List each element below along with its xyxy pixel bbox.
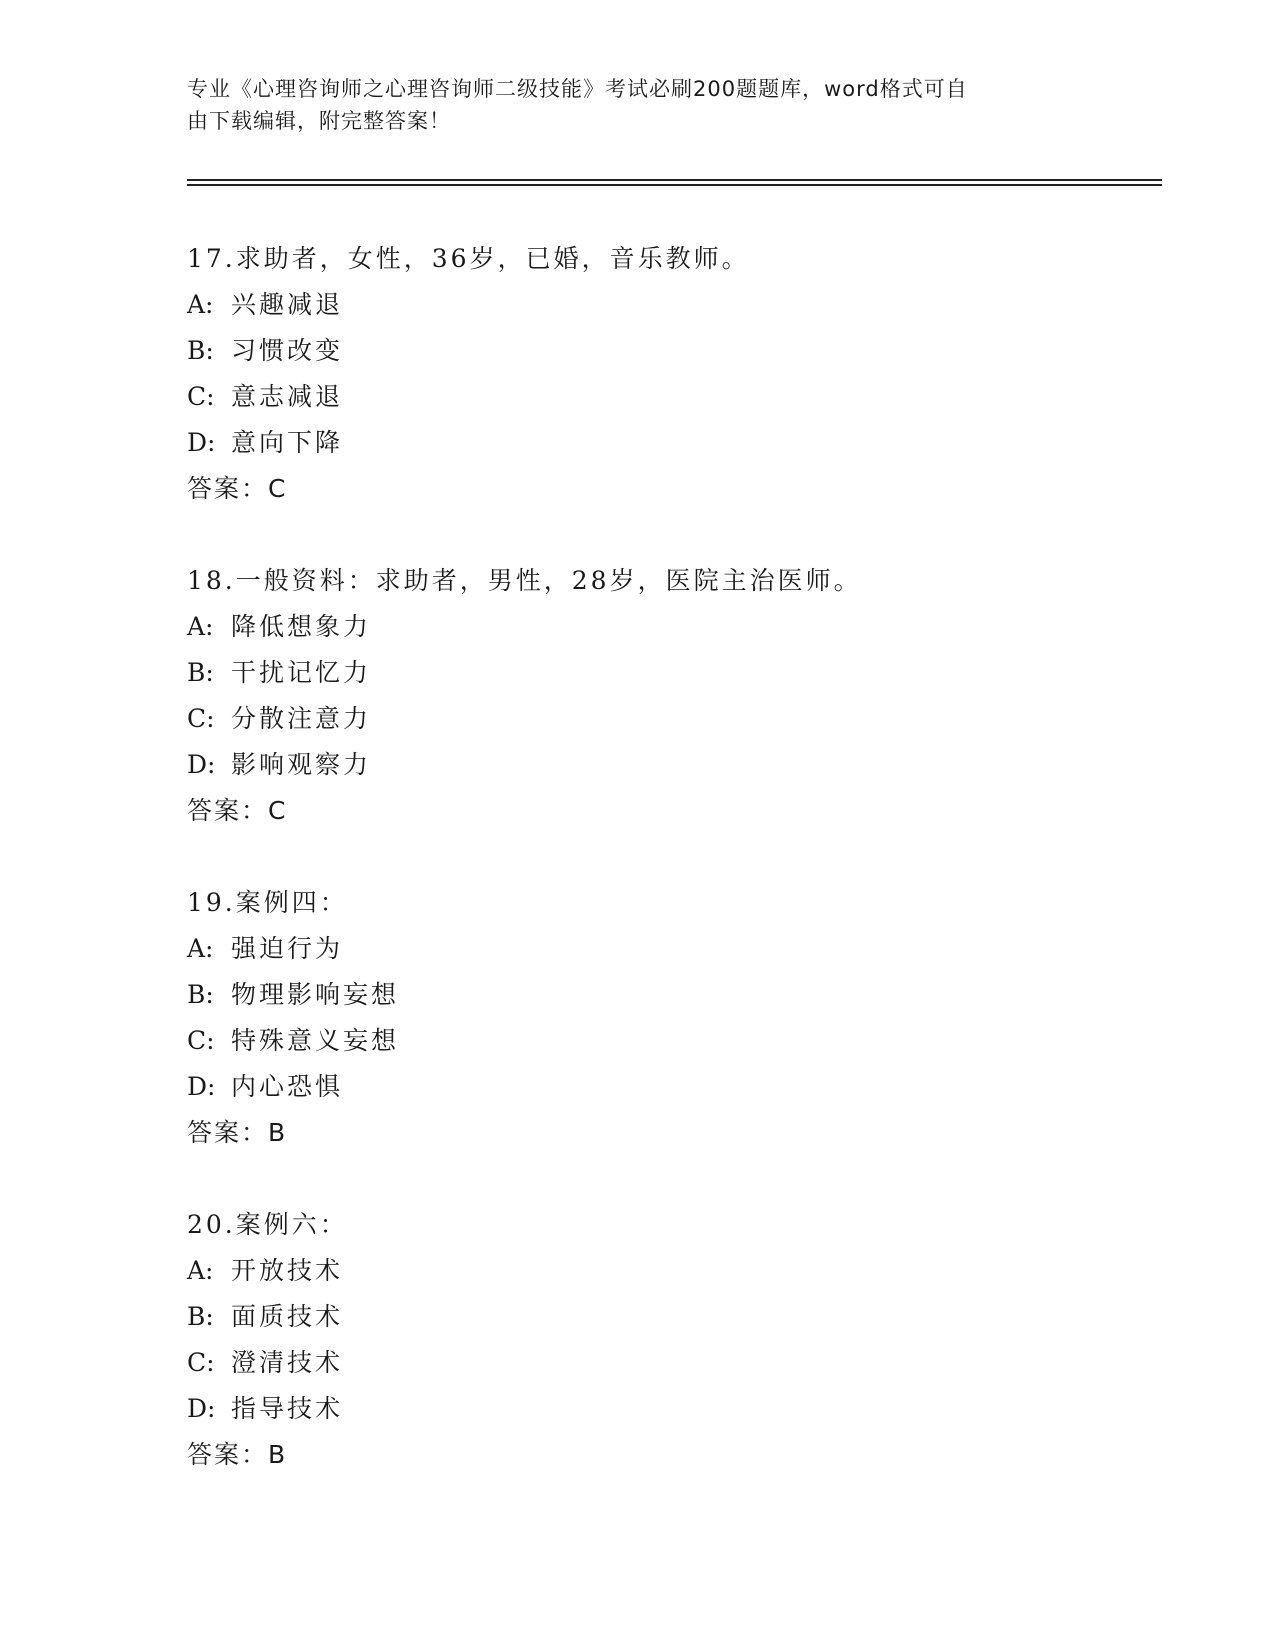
option-a xyxy=(187,926,1137,972)
option-d xyxy=(187,1386,1137,1432)
option-c xyxy=(187,696,1137,742)
question-17 xyxy=(187,236,1137,512)
option-c xyxy=(187,1340,1137,1386)
question-stem: 17.求助者，女性，36岁，已婚，音乐教师。 xyxy=(187,244,750,273)
option-text: 特殊意义妄想 xyxy=(231,1026,400,1055)
option-text: 习惯改变 xyxy=(231,336,344,365)
option-d xyxy=(187,420,1137,466)
option-text: 开放技术 xyxy=(231,1256,344,1285)
option-text: 物理影响妄想 xyxy=(231,980,400,1009)
answer-line: 答案：B xyxy=(187,1118,288,1147)
option-c xyxy=(187,1018,1137,1064)
option-text: 干扰记忆力 xyxy=(231,658,372,687)
option-letter: D: xyxy=(187,428,216,457)
option-c xyxy=(187,374,1137,420)
option-text: 影响观察力 xyxy=(231,750,372,779)
option-letter: A: xyxy=(187,1256,214,1285)
option-text: 面质技术 xyxy=(231,1302,344,1331)
answer-line: 答案：C xyxy=(187,796,288,825)
question-stem: 20.案例六： xyxy=(187,1210,348,1239)
option-letter: C: xyxy=(187,382,215,411)
option-b xyxy=(187,1294,1137,1340)
option-letter: B: xyxy=(187,658,214,687)
answer-line: 答案：B xyxy=(187,1440,288,1469)
option-text: 强迫行为 xyxy=(231,934,344,963)
question-20 xyxy=(187,1202,1137,1478)
answer-line: 答案：C xyxy=(187,474,288,503)
option-letter: D: xyxy=(187,1394,216,1423)
option-letter: C: xyxy=(187,1026,215,1055)
option-b xyxy=(187,328,1137,374)
option-letter: A: xyxy=(187,612,214,641)
option-letter: B: xyxy=(187,1302,214,1331)
option-letter: D: xyxy=(187,750,216,779)
option-text: 指导技术 xyxy=(231,1394,344,1423)
option-text: 降低想象力 xyxy=(231,612,372,641)
option-text: 意向下降 xyxy=(231,428,344,457)
option-letter: A: xyxy=(187,934,214,963)
option-text: 兴趣减退 xyxy=(231,290,344,319)
question-stem: 19.案例四： xyxy=(187,888,348,917)
option-a xyxy=(187,604,1137,650)
option-b xyxy=(187,972,1137,1018)
option-d xyxy=(187,1064,1137,1110)
option-text: 分散注意力 xyxy=(231,704,372,733)
option-b xyxy=(187,650,1137,696)
option-text: 澄清技术 xyxy=(231,1348,344,1377)
question-list xyxy=(187,236,1137,1524)
option-text: 内心恐惧 xyxy=(231,1072,344,1101)
document-header xyxy=(187,73,1087,137)
option-text: 意志减退 xyxy=(231,382,344,411)
option-letter: D: xyxy=(187,1072,216,1101)
option-d xyxy=(187,742,1137,788)
option-letter: A: xyxy=(187,290,214,319)
option-a xyxy=(187,282,1137,328)
header-divider-top xyxy=(187,179,1162,181)
option-letter: B: xyxy=(187,336,214,365)
question-stem: 18.一般资料：求助者，男性，28岁，医院主治医师。 xyxy=(187,566,862,595)
question-18 xyxy=(187,558,1137,834)
header-line-2: 由下载编辑，附完整答案！ xyxy=(187,109,451,133)
question-19 xyxy=(187,880,1137,1156)
header-line-1: 专业《心理咨询师之心理咨询师二级技能》考试必刷200题题库，word格式可自 xyxy=(187,77,968,101)
option-letter: B: xyxy=(187,980,214,1009)
option-a xyxy=(187,1248,1137,1294)
header-divider-bottom xyxy=(187,184,1162,186)
option-letter: C: xyxy=(187,704,215,733)
option-letter: C: xyxy=(187,1348,215,1377)
